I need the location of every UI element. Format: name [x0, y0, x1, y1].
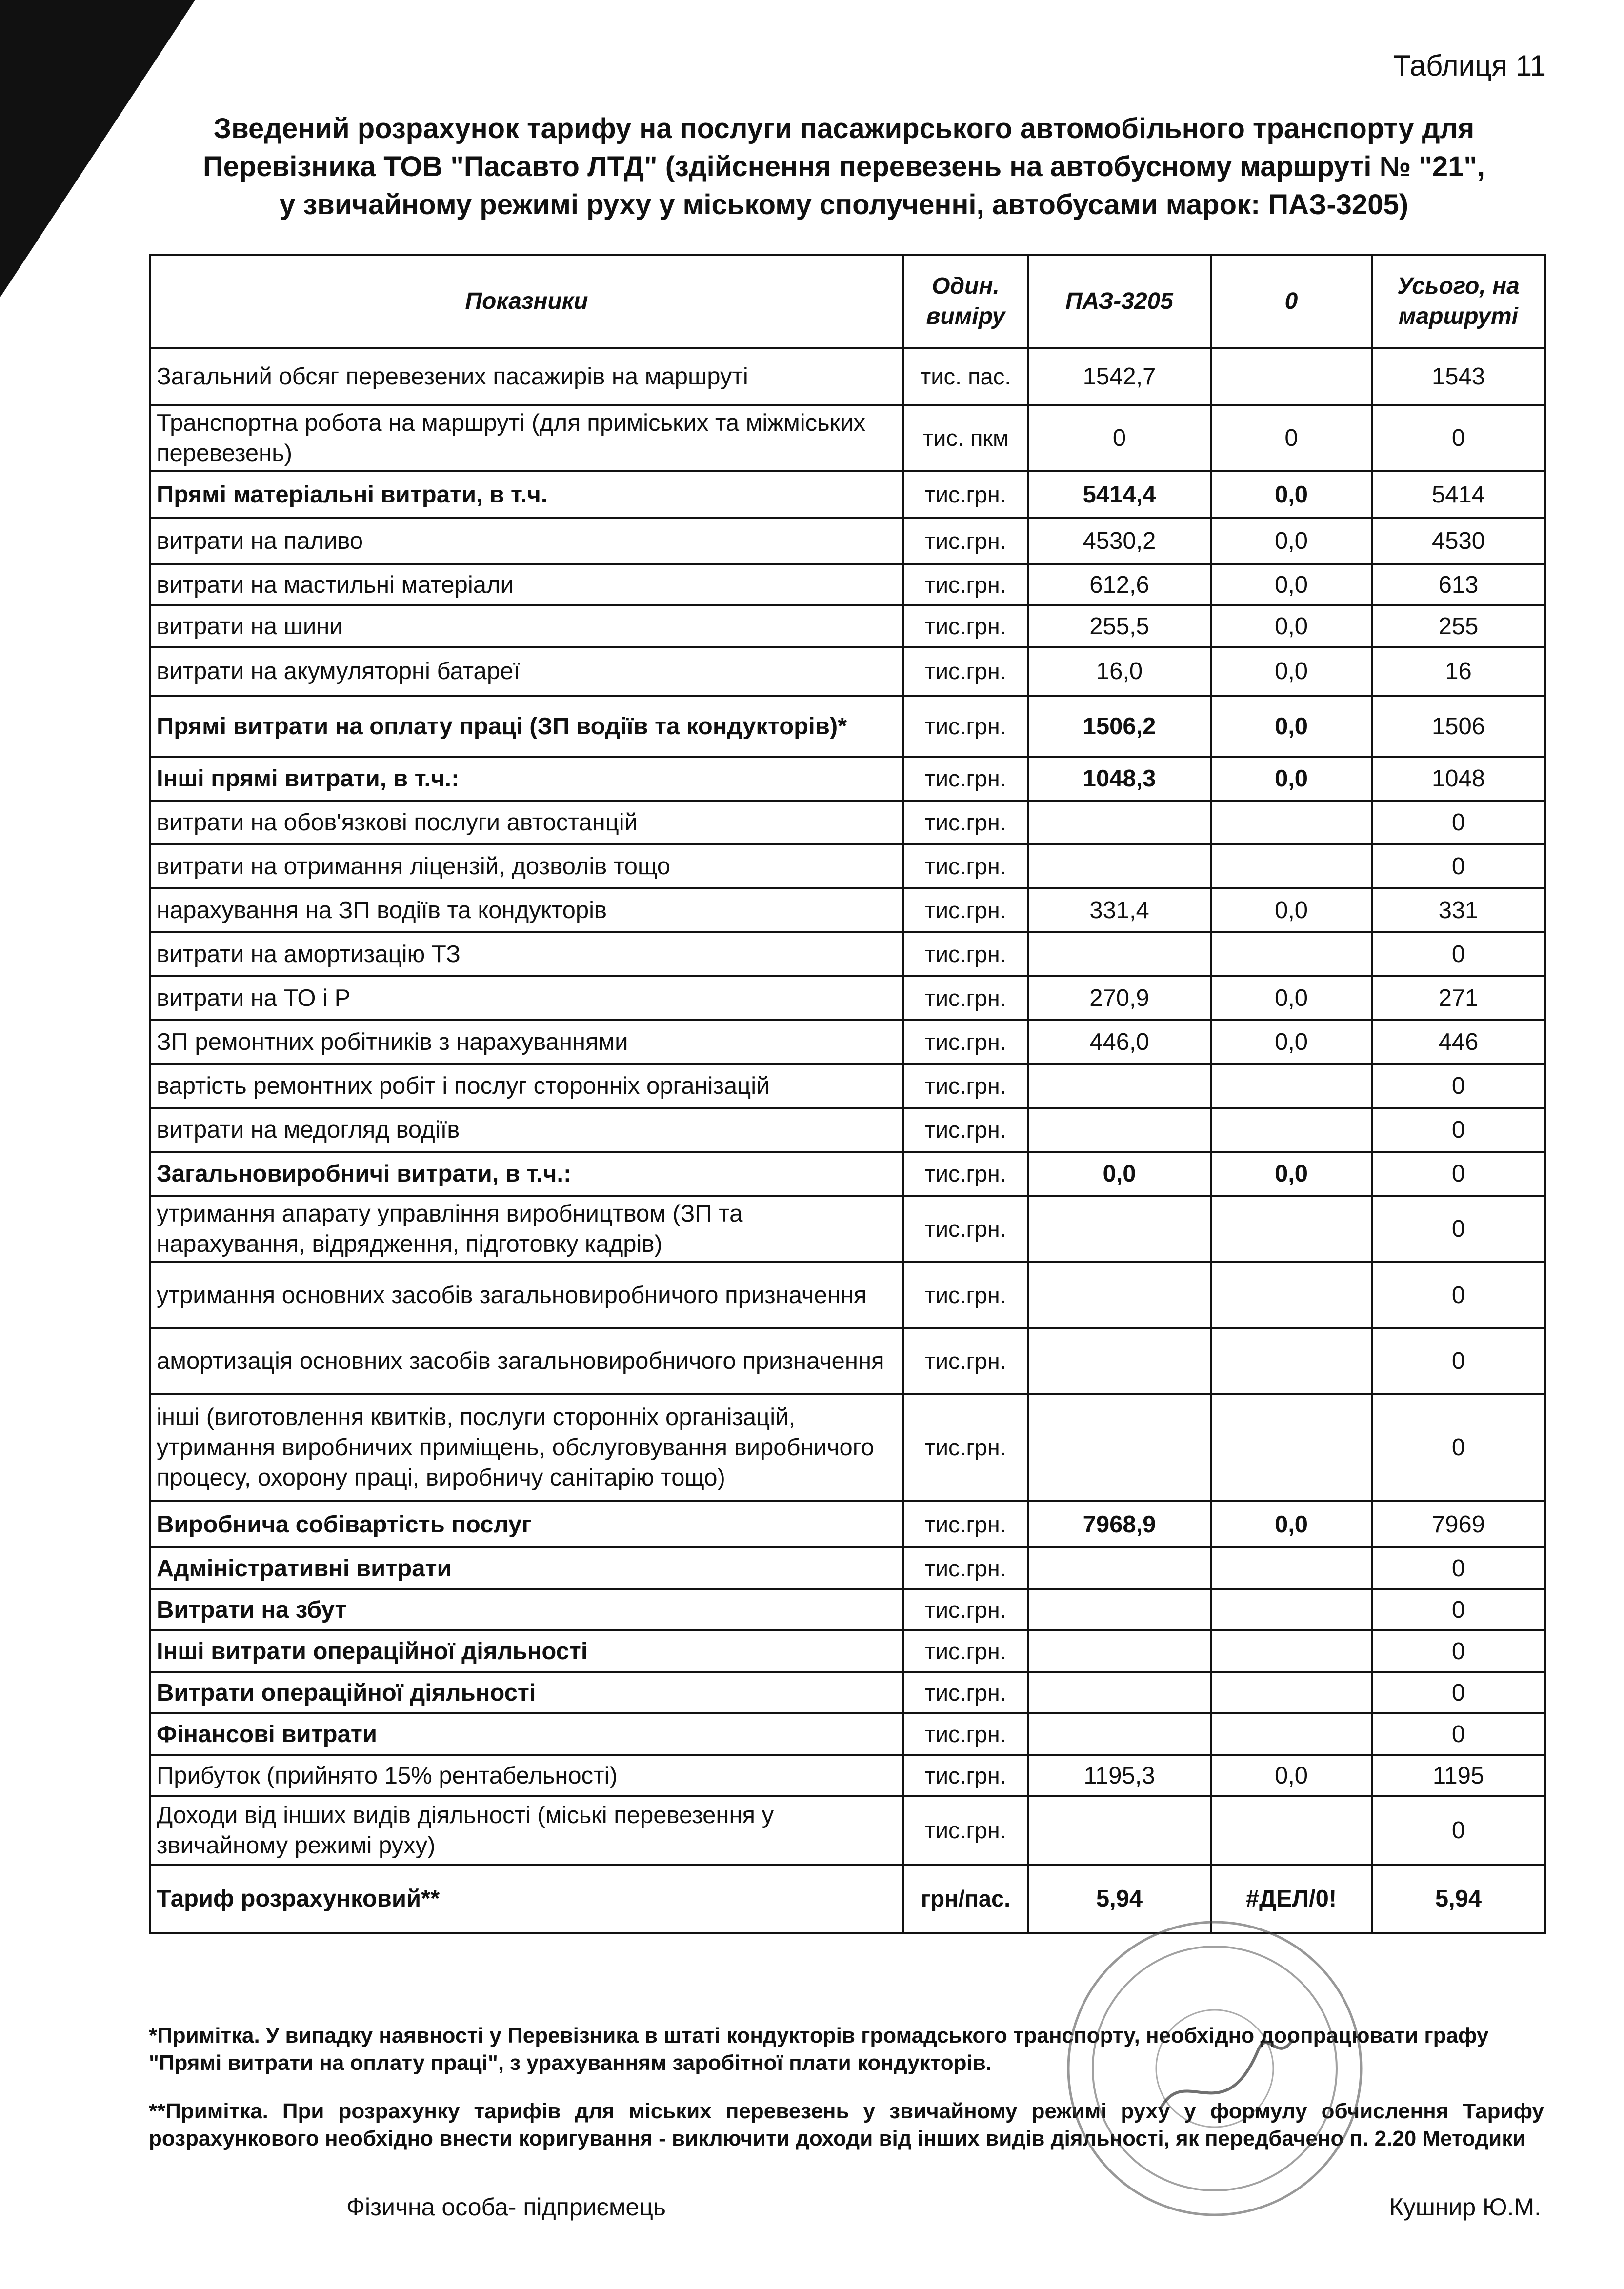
row-total-value: 0	[1372, 1589, 1545, 1630]
row-zero-value: 0,0	[1211, 888, 1372, 932]
table-row	[150, 976, 1545, 1020]
row-unit: тис.грн.	[903, 844, 1028, 888]
row-unit: тис.грн.	[903, 801, 1028, 844]
table-row	[150, 696, 1545, 757]
row-bus-value: 0	[1028, 405, 1211, 471]
row-total-value: 0	[1372, 1108, 1545, 1152]
table-row	[150, 1755, 1545, 1796]
table-row	[150, 605, 1545, 647]
signature-right-name: Кушнир Ю.М.	[1389, 2193, 1541, 2221]
table-row	[150, 757, 1545, 801]
table-row	[150, 1713, 1545, 1755]
row-total-value: 16	[1372, 647, 1545, 696]
tariff-label: Тариф розрахунковий**	[150, 1865, 903, 1933]
tariff-table	[149, 254, 1546, 1934]
note-2: **Примітка. При розрахунку тарифів для міських перевезень у звичайному режимі руху у формулу обчислення Тарифу розрахункового необхідно внести коригування - виключити доходи від інших видів діяльності, як передбачено п. 2.20 Методики	[149, 2099, 1544, 2150]
row-label: інші (виготовлення квитків, послуги сторонніх організацій, утримання виробничих приміщень, обслуговування виробничого процесу, охорону праці, виробничу санітарію тощо)	[150, 1394, 903, 1501]
row-bus-value: 1195,3	[1028, 1755, 1211, 1796]
row-bus-value	[1028, 1196, 1211, 1262]
table-row	[150, 1672, 1545, 1713]
row-zero-value: 0,0	[1211, 1755, 1372, 1796]
row-zero-value: 0,0	[1211, 1501, 1372, 1547]
row-unit: тис.грн.	[903, 1713, 1028, 1755]
table-row	[150, 932, 1545, 976]
row-bus-value: 255,5	[1028, 605, 1211, 647]
row-label: Доходи від інших видів діяльності (міські перевезення у звичайному режимі руху)	[150, 1796, 903, 1865]
row-bus-value: 1506,2	[1028, 696, 1211, 757]
table-row	[150, 1796, 1545, 1865]
row-label: Загальновиробничі витрати, в т.ч.:	[150, 1152, 903, 1196]
table-number: Таблиця 11	[1393, 49, 1546, 82]
row-zero-value: 0,0	[1211, 696, 1372, 757]
title-line-3: у звичайному режимі руху у міському сполученні, автобусами марок: ПАЗ-3205)	[279, 189, 1409, 221]
row-unit: тис.грн.	[903, 1589, 1028, 1630]
table-row	[150, 348, 1545, 405]
row-bus-value: 270,9	[1028, 976, 1211, 1020]
row-bus-value	[1028, 1108, 1211, 1152]
row-zero-value: 0,0	[1211, 518, 1372, 564]
row-unit: тис.грн.	[903, 1262, 1028, 1328]
row-bus-value	[1028, 1328, 1211, 1394]
header-total: Усього, на маршруті	[1372, 255, 1545, 348]
row-zero-value: 0,0	[1211, 1152, 1372, 1196]
header-bus: ПАЗ-3205	[1028, 255, 1211, 348]
table-row	[150, 518, 1545, 564]
row-bus-value	[1028, 932, 1211, 976]
row-label: Виробнича собівартість послуг	[150, 1501, 903, 1547]
row-unit: тис.грн.	[903, 605, 1028, 647]
row-label: Адміністративні витрати	[150, 1547, 903, 1589]
row-unit: тис.грн.	[903, 1108, 1028, 1152]
row-zero-value	[1211, 1796, 1372, 1865]
signature-left-label: Фізична особа- підприємець	[346, 2193, 666, 2221]
table-row	[150, 1108, 1545, 1152]
row-unit: тис.грн.	[903, 1196, 1028, 1262]
table-header-row	[150, 255, 1545, 348]
table-row	[150, 1547, 1545, 1589]
row-total-value: 7969	[1372, 1501, 1545, 1547]
row-unit: тис.грн.	[903, 1501, 1028, 1547]
row-unit: тис.грн.	[903, 1064, 1028, 1108]
row-total-value: 0	[1372, 1394, 1545, 1501]
row-unit: тис.грн.	[903, 1020, 1028, 1064]
table-row	[150, 1152, 1545, 1196]
tariff-total-value: 5,94	[1372, 1865, 1545, 1933]
row-total-value: 0	[1372, 1796, 1545, 1865]
row-zero-value	[1211, 1394, 1372, 1501]
row-zero-value: 0,0	[1211, 757, 1372, 801]
row-bus-value: 4530,2	[1028, 518, 1211, 564]
row-total-value: 0	[1372, 844, 1545, 888]
row-unit: тис.грн.	[903, 888, 1028, 932]
row-zero-value	[1211, 1108, 1372, 1152]
row-total-value: 0	[1372, 1328, 1545, 1394]
table-row	[150, 844, 1545, 888]
tariff-bus-value: 5,94	[1028, 1865, 1211, 1933]
row-label: витрати на отримання ліцензій, дозволів тощо	[150, 844, 903, 888]
row-bus-value: 5414,4	[1028, 471, 1211, 518]
row-bus-value: 16,0	[1028, 647, 1211, 696]
row-total-value: 0	[1372, 1630, 1545, 1672]
row-label: Витрати на збут	[150, 1589, 903, 1630]
row-unit: тис.грн.	[903, 1755, 1028, 1796]
row-bus-value	[1028, 1713, 1211, 1755]
row-total-value: 1506	[1372, 696, 1545, 757]
row-total-value: 0	[1372, 405, 1545, 471]
row-zero-value	[1211, 1547, 1372, 1589]
tariff-zero-value: #ДЕЛ/0!	[1211, 1865, 1372, 1933]
table-row	[150, 647, 1545, 696]
row-unit: тис.грн.	[903, 1547, 1028, 1589]
row-unit: тис.грн.	[903, 518, 1028, 564]
row-bus-value	[1028, 1394, 1211, 1501]
row-total-value: 5414	[1372, 471, 1545, 518]
row-zero-value	[1211, 801, 1372, 844]
row-zero-value	[1211, 1064, 1372, 1108]
row-zero-value	[1211, 1196, 1372, 1262]
row-total-value: 331	[1372, 888, 1545, 932]
row-unit: тис.грн.	[903, 1394, 1028, 1501]
row-bus-value	[1028, 1672, 1211, 1713]
row-zero-value	[1211, 1630, 1372, 1672]
row-unit: тис. пкм	[903, 405, 1028, 471]
row-total-value: 0	[1372, 1152, 1545, 1196]
row-zero-value: 0,0	[1211, 1020, 1372, 1064]
row-zero-value	[1211, 1672, 1372, 1713]
row-bus-value	[1028, 844, 1211, 888]
row-label: витрати на обов'язкові послуги автостанцій	[150, 801, 903, 844]
table-row	[150, 405, 1545, 471]
row-total-value: 1543	[1372, 348, 1545, 405]
row-zero-value	[1211, 1328, 1372, 1394]
row-total-value: 0	[1372, 1262, 1545, 1328]
table-row	[150, 564, 1545, 605]
row-zero-value: 0,0	[1211, 976, 1372, 1020]
table-row	[150, 801, 1545, 844]
row-bus-value	[1028, 1064, 1211, 1108]
row-total-value: 0	[1372, 801, 1545, 844]
row-unit: тис.грн.	[903, 1630, 1028, 1672]
table-row	[150, 1262, 1545, 1328]
row-zero-value	[1211, 932, 1372, 976]
row-label: утримання основних засобів загальновиробничого призначення	[150, 1262, 903, 1328]
row-total-value: 0	[1372, 1713, 1545, 1755]
row-zero-value: 0,0	[1211, 647, 1372, 696]
table-body	[150, 348, 1545, 1933]
row-label: Витрати операційної діяльності	[150, 1672, 903, 1713]
row-label: утримання апарату управління виробництвом (ЗП та нарахування, відрядження, підготовку кадрів)	[150, 1196, 903, 1262]
row-unit: тис.грн.	[903, 471, 1028, 518]
row-zero-value: 0,0	[1211, 564, 1372, 605]
row-unit: тис.грн.	[903, 564, 1028, 605]
row-unit: тис.грн.	[903, 647, 1028, 696]
row-total-value: 271	[1372, 976, 1545, 1020]
row-bus-value	[1028, 1589, 1211, 1630]
row-zero-value	[1211, 1713, 1372, 1755]
table-row	[150, 1020, 1545, 1064]
header-col0: 0	[1211, 255, 1372, 348]
row-bus-value	[1028, 801, 1211, 844]
note-1: *Примітка. У випадку наявності у Перевізника в штаті кондукторів громадського транспорту, необхідно доопрацювати графу "Прямі витрати на оплату праці", з урахуванням заробітної плати кондукторів.	[149, 2024, 1489, 2075]
row-label: Прямі витрати на оплату праці (ЗП водіїв та кондукторів)*	[150, 696, 903, 757]
row-label: Загальний обсяг перевезених пасажирів на маршруті	[150, 348, 903, 405]
title-line-2: Перевізника ТОВ "Пасавто ЛТД" (здійснення перевезень на автобусному маршруті № "21",	[202, 151, 1485, 182]
table-row	[150, 1630, 1545, 1672]
table-row	[150, 471, 1545, 518]
row-label: витрати на медогляд водіїв	[150, 1108, 903, 1152]
row-label: витрати на акумуляторні батареї	[150, 647, 903, 696]
row-label: Прибуток (прийнято 15% рентабельності)	[150, 1755, 903, 1796]
row-label: Фінансові витрати	[150, 1713, 903, 1755]
row-label: витрати на паливо	[150, 518, 903, 564]
table-row	[150, 888, 1545, 932]
row-unit: тис.грн.	[903, 1672, 1028, 1713]
row-unit: тис.грн.	[903, 976, 1028, 1020]
row-bus-value: 331,4	[1028, 888, 1211, 932]
row-bus-value	[1028, 1262, 1211, 1328]
row-zero-value	[1211, 348, 1372, 405]
header-indicator: Показники	[150, 255, 903, 348]
title-line-1: Зведений розрахунок тарифу на послуги пасажирського автомобільного транспорту для	[213, 113, 1475, 144]
row-bus-value	[1028, 1796, 1211, 1865]
row-unit: тис.грн.	[903, 1328, 1028, 1394]
row-zero-value	[1211, 1589, 1372, 1630]
round-stamp	[1049, 1903, 1381, 2234]
tariff-unit: грн/пас.	[903, 1865, 1028, 1933]
row-zero-value: 0,0	[1211, 471, 1372, 518]
row-total-value: 0	[1372, 932, 1545, 976]
header-unit: Один. виміру	[903, 255, 1028, 348]
row-bus-value: 612,6	[1028, 564, 1211, 605]
row-bus-value	[1028, 1547, 1211, 1589]
row-total-value: 0	[1372, 1547, 1545, 1589]
table-row	[150, 1064, 1545, 1108]
row-unit: тис.грн.	[903, 1152, 1028, 1196]
row-total-value: 0	[1372, 1064, 1545, 1108]
row-label: витрати на мастильні матеріали	[150, 564, 903, 605]
row-label: витрати на ТО і Р	[150, 976, 903, 1020]
row-bus-value: 1542,7	[1028, 348, 1211, 405]
row-zero-value	[1211, 844, 1372, 888]
row-unit: тис.грн.	[903, 696, 1028, 757]
row-bus-value: 0,0	[1028, 1152, 1211, 1196]
row-total-value: 446	[1372, 1020, 1545, 1064]
row-total-value: 1195	[1372, 1755, 1545, 1796]
row-unit: тис.грн.	[903, 757, 1028, 801]
row-total-value: 0	[1372, 1196, 1545, 1262]
document-title	[146, 110, 1542, 224]
table-row	[150, 1589, 1545, 1630]
row-label: витрати на шини	[150, 605, 903, 647]
row-zero-value: 0	[1211, 405, 1372, 471]
table-row	[150, 1501, 1545, 1547]
row-zero-value: 0,0	[1211, 605, 1372, 647]
row-label: Інші прямі витрати, в т.ч.:	[150, 757, 903, 801]
row-zero-value	[1211, 1262, 1372, 1328]
row-bus-value: 1048,3	[1028, 757, 1211, 801]
row-label: ЗП ремонтних робітників з нарахуваннями	[150, 1020, 903, 1064]
row-total-value: 1048	[1372, 757, 1545, 801]
row-label: Прямі матеріальні витрати, в т.ч.	[150, 471, 903, 518]
row-bus-value: 7968,9	[1028, 1501, 1211, 1547]
row-label: вартість ремонтних робіт і послуг сторонніх організацій	[150, 1064, 903, 1108]
row-label: нарахування на ЗП водіїв та кондукторів	[150, 888, 903, 932]
row-unit: тис. пас.	[903, 348, 1028, 405]
row-unit: тис.грн.	[903, 1796, 1028, 1865]
row-label: амортизація основних засобів загальновиробничого призначення	[150, 1328, 903, 1394]
row-label: Транспортна робота на маршруті (для приміських та міжміських перевезень)	[150, 405, 903, 471]
row-bus-value: 446,0	[1028, 1020, 1211, 1064]
row-bus-value	[1028, 1630, 1211, 1672]
row-total-value: 4530	[1372, 518, 1545, 564]
table-row	[150, 1328, 1545, 1394]
table-row	[150, 1394, 1545, 1501]
row-label: витрати на амортизацію ТЗ	[150, 932, 903, 976]
row-total-value: 613	[1372, 564, 1545, 605]
table-row	[150, 1196, 1545, 1262]
row-total-value: 0	[1372, 1672, 1545, 1713]
row-unit: тис.грн.	[903, 932, 1028, 976]
row-label: Інші витрати операційної діяльності	[150, 1630, 903, 1672]
row-total-value: 255	[1372, 605, 1545, 647]
